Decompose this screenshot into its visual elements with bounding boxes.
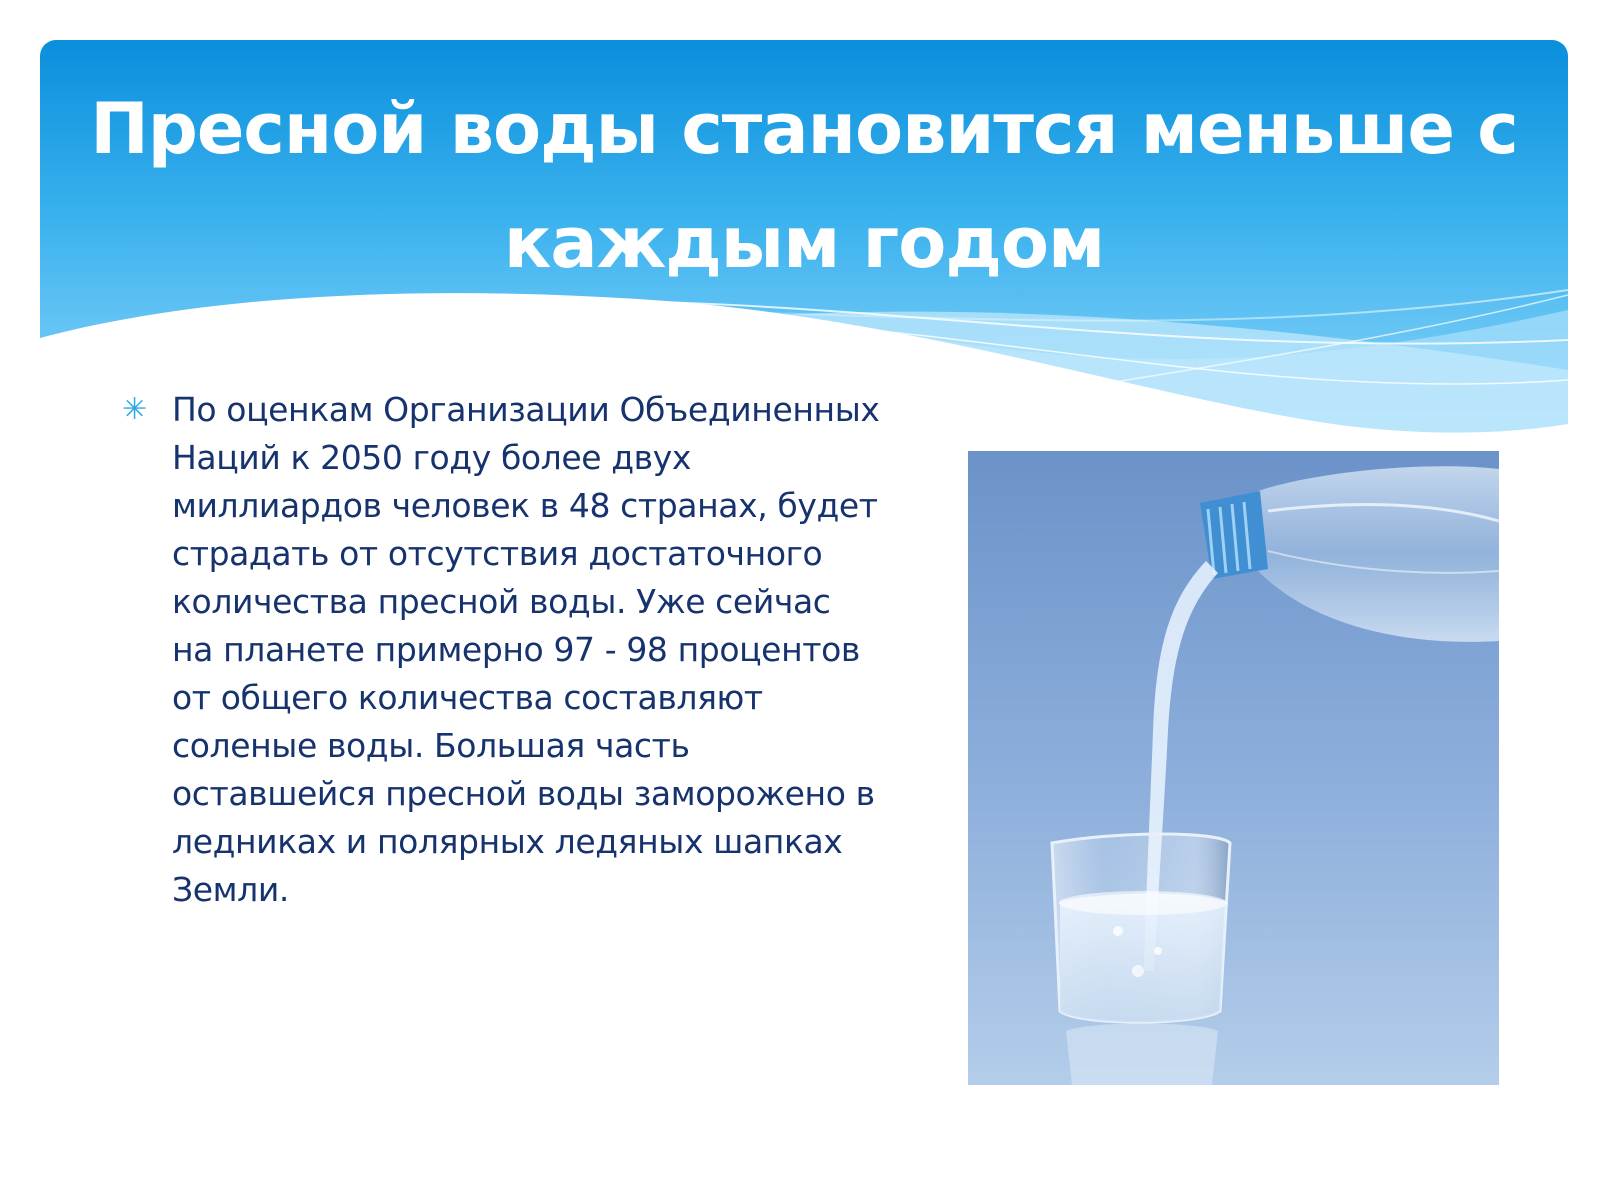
slide-title: Пресной воды становится меньше с каждым годом: [90, 88, 1518, 284]
asterisk-bullet-icon: ✳: [122, 392, 148, 427]
bullet-item: [120, 386, 880, 914]
bullet-list: [120, 386, 880, 914]
water-glass-photo: [968, 451, 1499, 1085]
bullet-text: По оценкам Организации Объединенных Наций к 2050 году более двух миллиардов человек в 48 странах, будет страдать от отсутствия достаточного количества пресной воды. Уже сейчас на планете примерно 97 - 98 процентов от общего количества составляют соленые воды. Большая часть оставшейся пресной воды заморожено в ледниках и полярных ледяных шапках Земли.: [172, 390, 880, 909]
